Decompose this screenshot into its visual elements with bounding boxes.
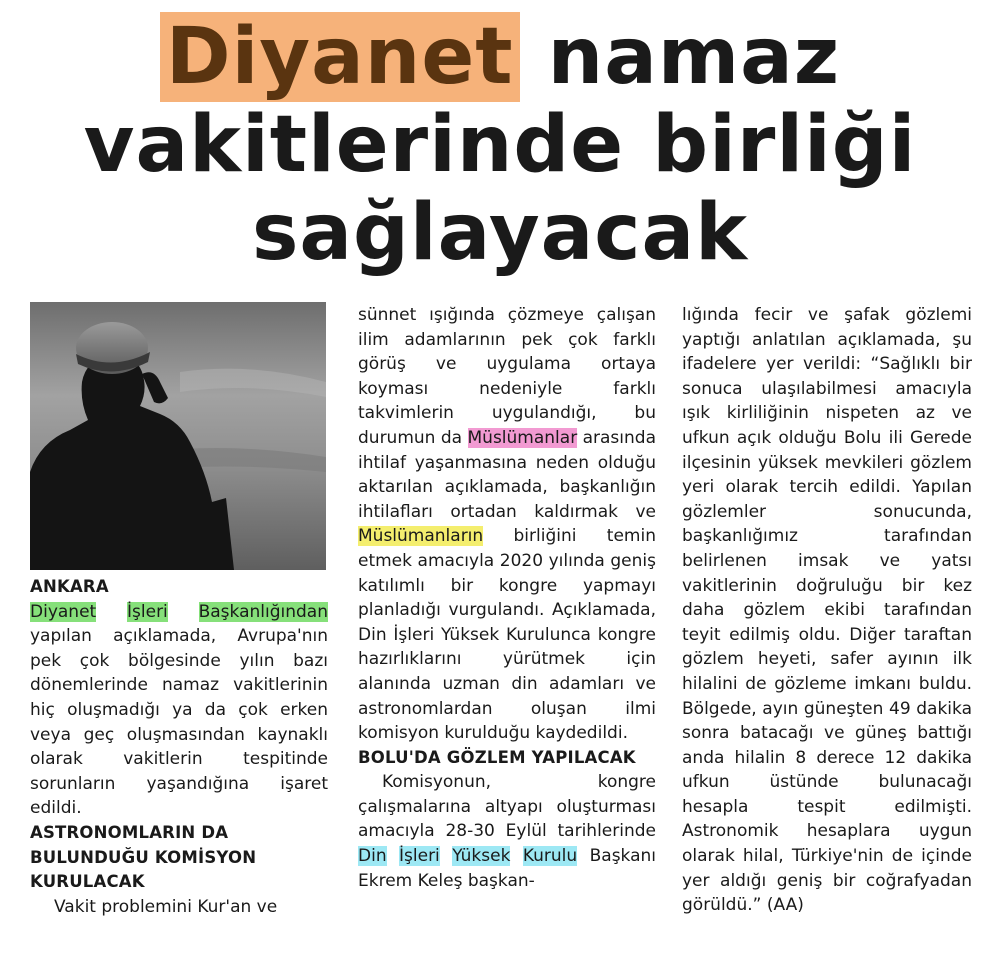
subheading-2: BOLU'DA GÖZLEM YAPILACAK xyxy=(358,747,636,767)
paragraph-3 xyxy=(358,303,656,746)
paragraph-3-text-c: birliğini temin etmek amacıyla 2020 yılında geniş katılımlı bir kongre yapmayı planladığı vurgulandı. Açıklamada, Din İşleri Yüksek Kurulunca kongre hazırlıklarını yürütmek için alanında uzman din adamları ve astronomlardan oluşan ilmi komisyon kurulduğu kaydedildi. xyxy=(358,526,656,744)
headline xyxy=(0,0,1000,290)
highlight-cyan: Kurulu xyxy=(522,846,578,867)
highlight-cyan: Yüksek xyxy=(452,846,511,867)
headline-line-1 xyxy=(0,12,1000,102)
paragraph-4 xyxy=(358,770,656,893)
paragraph-3-text-b: arasında ihtilaf yaşanmasına neden olduğu aktarılan açıklamada, başkanlığın ihtilafları ortadan kaldırmak ve xyxy=(358,427,656,522)
dateline: ANKARA xyxy=(30,577,109,596)
highlight-cyan: Din xyxy=(358,846,387,867)
paragraph-4-text-b: Başkanı Ekrem Keleş başkan- xyxy=(358,846,657,891)
article-column-3 xyxy=(682,303,972,918)
headline-highlight: Diyanet xyxy=(160,12,520,102)
highlight-cyan: İşleri xyxy=(399,846,440,867)
article-column-1 xyxy=(30,575,328,919)
paragraph-3-text-a: sünnet ışığında çözmeye çalışan ilim adamlarının pek çok farklı görüş ve uygulama ortaya koyması nedeniyle farklı takvimlerin uygulandığı, bu durumun da xyxy=(358,305,656,448)
highlight-green: Diyanet xyxy=(30,601,97,622)
headline-line-3: sağlayacak xyxy=(251,188,749,278)
paragraph-5: lığında fecir ve şafak gözlemi yaptığı anlatılan açıklamada, şu ifadelere yer verildi: “Sağlıklı bir sonuca ulaşılabilmesi amacıyla ışık kirliliğinin nispeten az ve ufkun açık olduğu Bolu ili Gerede ilçesinin yüksek mevkileri gözlem yeri olarak tercih edildi. Yapılan gözlemler sonucunda, başkanlığımız tarafından belirlenen imsak ve yatsı vakitlerinin doğruluğu bir kez daha gözlem ekibi tarafından teyit edilmiş oldu. Diğer taraftan gözlem heyeti, safer ayının ilk hilalini de gözleme imkanı buldu. Bölgede, ayın güneşten 49 dakika sonra batacağı ve güneş battığı anda hilalin 8 derece 12 dakika ufkun üstünde bulunacağı hesapla tespit edilmişti. Astronomik hesaplara uygun olarak hilal, Türkiye'nin de içinde yer aldığı geniş bir coğrafyadan görüldü.” (AA) xyxy=(682,305,972,916)
article-column-2 xyxy=(358,303,656,893)
article-photo xyxy=(30,302,326,570)
paragraph-1-text: yapılan açıklamada, Avrupa'nın pek çok bölgesinde yılın bazı dönemlerinde namaz vakitlerinin hiç oluşmadığı ya da çok erken veya geç oluşmasından kaynaklı olarak vakitlerin tespitinde sorunların yaşandığına işaret edildi. xyxy=(30,626,328,819)
subheading-1: ASTRONOMLARIN DA BULUNDUĞU KOMİSYON KURULACAK xyxy=(30,822,257,892)
paragraph-2: Vakit problemini Kur'an ve xyxy=(54,896,278,917)
paragraph-4-text-a: Komisyonun, kongre çalışmalarına altyapı oluşturması amacıyla 28-30 Eylül tarihlerinde xyxy=(358,772,656,842)
highlight-green: Başkanlığından xyxy=(198,601,328,622)
praying-man-silhouette-image xyxy=(30,302,326,570)
highlight-yellow: Müslümanların xyxy=(358,526,484,547)
highlight-pink: Müslümanlar xyxy=(467,427,578,448)
highlight-green: İşleri xyxy=(127,601,168,622)
paragraph-1 xyxy=(30,600,328,821)
headline-line-1-rest: namaz xyxy=(547,12,841,102)
headline-line-2: vakitlerinde birliği xyxy=(83,100,917,190)
